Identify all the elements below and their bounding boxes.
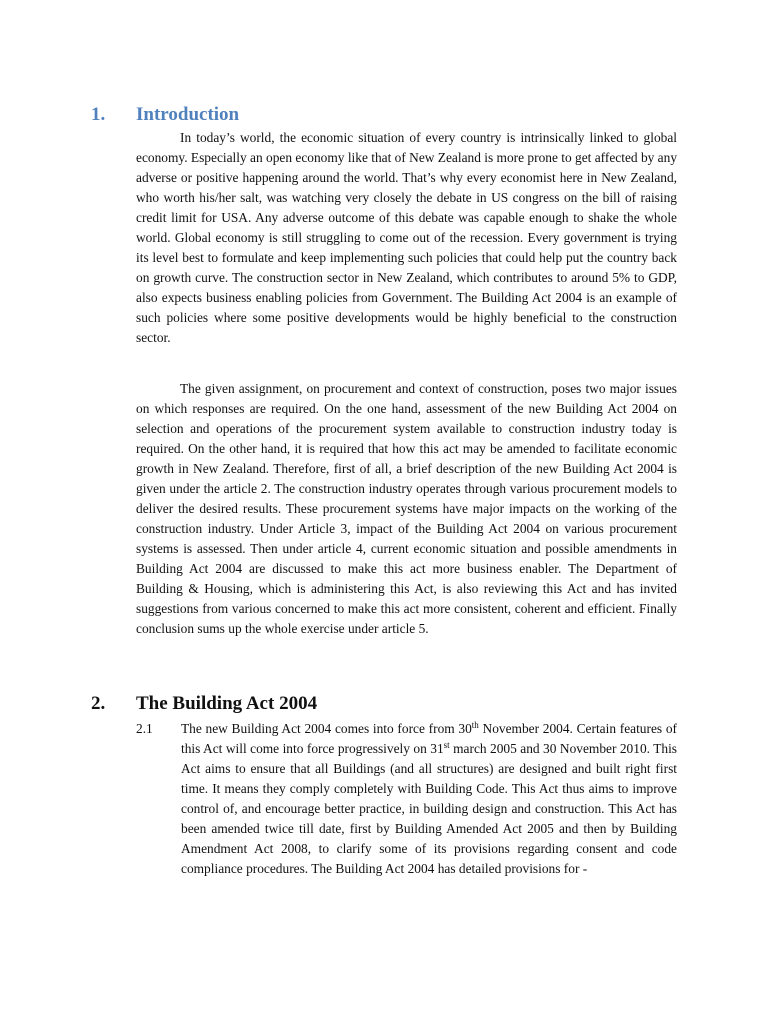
subsection-2-1-number: 2.1 bbox=[136, 721, 153, 736]
intro-paragraph-2-text: The given assignment, on procurement and context of construction, poses two major issues on which responses are required. On the one hand, assessment of the new Building Act 2004 on selection and operations of the procurement system available to construction industry today is required. On the other hand, it is required that how this act may be amended to facilitate economic growth in New Zealand. Therefore, first of all, a brief description of the new Building Act 2004 is given under the article 2. The construction industry operates through various procurement models to deliver the desired results. These procurement systems have major impacts on the working of the construction industry. Under Article 3, impact of the Building Act 2004 on various procurement systems is assessed. Then under article 4, current economic situation and possible amendments in Building Act 2004 are discussed to make this act more business enabler. The Department of Building & Housing, which is administering this Act, is also reviewing this Act and has invited suggestions from various concerned to make this act more consistent, coherent and efficient. Finally conclusion sums up the whole exercise under article 5. bbox=[136, 381, 677, 636]
subsection-2-1-text-part-b: November 2004. Certain features of this Act will come into force progressively on 31 bbox=[181, 721, 677, 756]
section-2-title: The Building Act 2004 bbox=[136, 693, 318, 714]
subsection-2-1-text-part-a: The new Building Act 2004 comes into force from 30 bbox=[181, 721, 472, 736]
section-1-title: Introduction bbox=[136, 104, 240, 125]
subsection-2-1-text-part-c: march 2005 and 30 November 2010. This Act aims to ensure that all Buildings (and all structures) are designed and built right first time. It means they comply completely with Building Code. This Act thus aims to improve control of, and encourage better practice, in building design and construction. This Act has been amended twice till date, first by Building Amended Act 2005 and then by Building Amendment Act 2008, to clarify some of its provisions regarding consent and code compliance procedures. The Building Act 2004 has detailed provisions for - bbox=[181, 741, 678, 876]
intro-paragraph-1 bbox=[136, 128, 677, 348]
intro-paragraph-1-text: In today’s world, the economic situation of every country is intrinsically linked to global economy. Especially an open economy like that of New Zealand is more prone to get affected by any adverse or positive happening around the world. That’s why every economist here in New Zealand, who worth his/her salt, was watching very closely the debate in US congress on the bill of raising credit limit for USA. Any adverse outcome of this debate was capable enough to shake the whole world. Global economy is still struggling to come out of the recession. Every government is trying its level best to formulate and keep implementing such policies that could help put the country back on growth curve. The construction sector in New Zealand, which contributes to around 5% to GDP, also expects business enabling policies from Government. The Building Act 2004 is an example of such policies where some positive developments would be highly beneficial to the construction sector. bbox=[136, 130, 678, 345]
section-2-number: 2. bbox=[91, 693, 106, 714]
ordinal-suffix-th: th bbox=[471, 720, 479, 730]
ordinal-suffix-st: st bbox=[443, 740, 450, 750]
intro-paragraph-2 bbox=[136, 379, 677, 639]
subsection-2-1-text bbox=[181, 719, 677, 879]
section-1-number: 1. bbox=[91, 104, 106, 125]
